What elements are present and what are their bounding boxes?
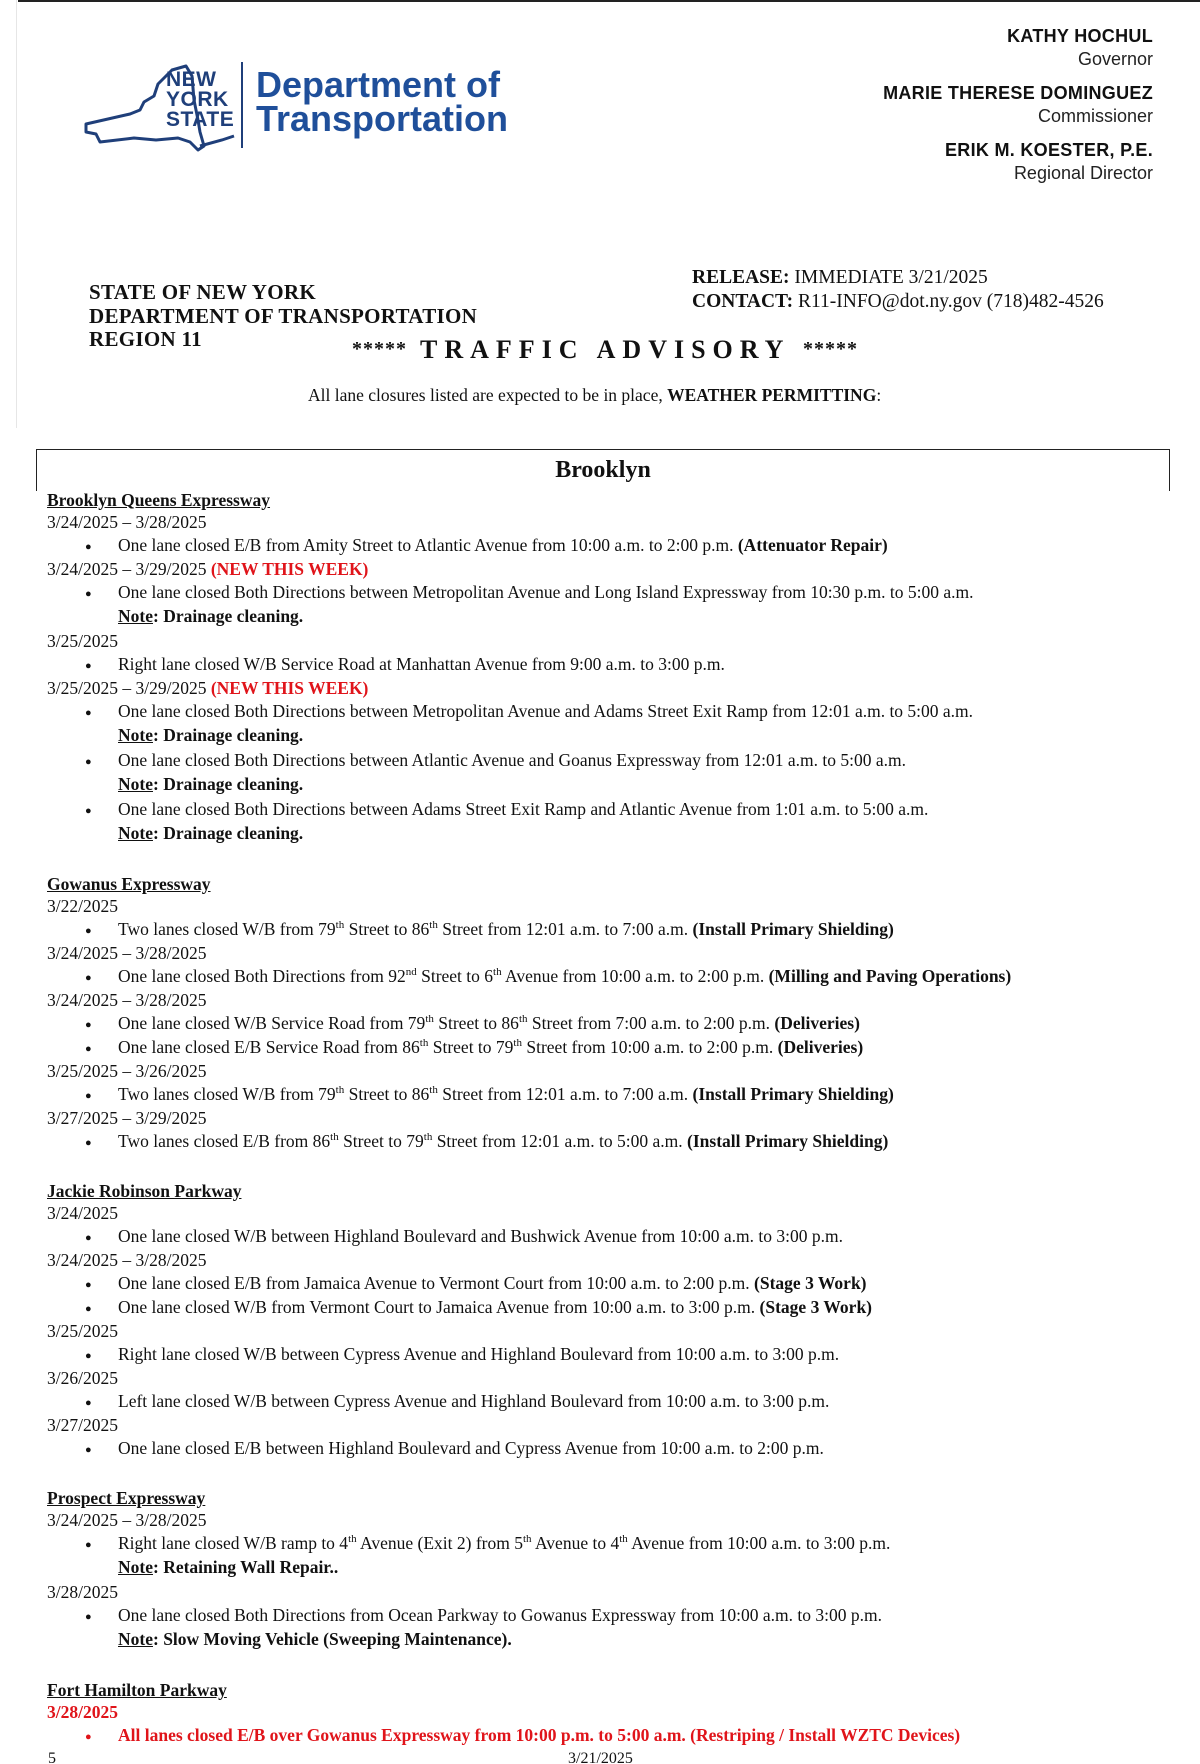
- closure-item: [47, 918, 1167, 942]
- closure-date-text: 3/24/2025 – 3/28/2025: [47, 990, 207, 1010]
- closure-date: [47, 1202, 1167, 1225]
- closure-reason: (Milling and Paving Operations): [768, 966, 1012, 986]
- section-spacer: [47, 1461, 1167, 1487]
- closure-text: One lane closed Both Directions between Atlantic Avenue and Goanus Expressway from 12:01 a.m. to 5:00 a.m.: [118, 750, 906, 770]
- bullet-icon: ●: [85, 1611, 92, 1623]
- bullet-icon: ●: [85, 1397, 92, 1409]
- closure-reason: (Install Primary Shielding): [692, 1084, 894, 1104]
- lane-closure-note: [308, 385, 881, 406]
- closure-note: Note: Drainage cleaning.: [118, 774, 304, 794]
- closure-date: [47, 895, 1167, 918]
- closure-date-text: 3/24/2025 – 3/28/2025: [47, 1510, 207, 1530]
- nysdot-logo: [82, 58, 512, 154]
- closure-reason: (Install Primary Shielding): [687, 1131, 889, 1151]
- closure-reason: (Stage 3 Work): [759, 1297, 872, 1317]
- note-label: Note: [118, 606, 153, 626]
- closure-date-text: 3/28/2025: [47, 1702, 118, 1722]
- agency-line: DEPARTMENT OF TRANSPORTATION: [89, 303, 478, 328]
- official-name: ERIK M. KOESTER, P.E.: [944, 140, 1153, 160]
- official-name: MARIE THERESE DOMINGUEZ: [883, 83, 1153, 103]
- section-spacer: [47, 847, 1167, 873]
- closure-item: [47, 700, 1167, 724]
- road-heading: Gowanus Expressway: [47, 874, 211, 894]
- official-title: Governor: [1077, 49, 1153, 69]
- closure-date-text: 3/25/2025 – 3/29/2025: [47, 678, 207, 698]
- logo-word-state: STATE: [166, 108, 235, 131]
- closure-date: [47, 1060, 1167, 1083]
- closure-date-text: 3/22/2025: [47, 896, 118, 916]
- closure-item: [47, 1604, 1167, 1628]
- contact-value: R11-INFO@dot.ny.gov (718)482-4526: [797, 291, 1104, 312]
- advisory-stars-left: *****: [352, 338, 407, 360]
- official-name: KATHY HOCHUL: [1007, 26, 1153, 46]
- closure-note: Note: Drainage cleaning.: [118, 823, 304, 843]
- note-label: Note: [118, 774, 153, 794]
- lane-note-end: :: [876, 385, 882, 405]
- closure-text: One lane closed Both Directions from Ocean Parkway to Gowanus Expressway from 10:00 a.m. to 3:00 p.m.: [118, 1605, 883, 1625]
- closure-date: [47, 1509, 1167, 1532]
- official-title: Regional Director: [1013, 163, 1153, 183]
- closure-list: [47, 489, 1167, 1748]
- closure-date: [47, 677, 1167, 700]
- closure-item: [47, 1296, 1167, 1320]
- note-label: Note: [118, 823, 153, 843]
- bullet-icon: ●: [85, 1303, 92, 1315]
- closure-item: [47, 653, 1167, 677]
- closure-reason: (Stage 3 Work): [754, 1273, 867, 1293]
- closure-text: One lane closed E/B from Amity Street to Atlantic Avenue from 10:00 a.m. to 2:00 p.m.: [118, 535, 734, 555]
- note-text: Drainage cleaning.: [163, 606, 304, 626]
- advisory-title: [352, 335, 858, 365]
- closure-date: [47, 1581, 1167, 1604]
- footer-date: 3/21/2025: [568, 1752, 633, 1764]
- closure-item: [47, 1225, 1167, 1249]
- closure-date: [47, 1249, 1167, 1272]
- closure-date: [47, 630, 1167, 653]
- official-title: Commissioner: [1037, 106, 1153, 126]
- release-label: RELEASE:: [692, 267, 790, 288]
- bullet-icon: ●: [85, 972, 92, 984]
- page-footer: [0, 1752, 1200, 1764]
- closure-text: Two lanes closed W/B from 79th Street to 86th Street from 12:01 a.m. to 7:00 a.m.: [118, 1084, 689, 1104]
- logo-word-york: YORK: [166, 88, 229, 111]
- closure-item: [47, 1083, 1167, 1107]
- release-value: IMMEDIATE 3/21/2025: [794, 267, 988, 288]
- closure-date: [47, 1107, 1167, 1130]
- bullet-icon: ●: [85, 660, 92, 672]
- road-heading: Brooklyn Queens Expressway: [47, 490, 271, 510]
- note-text: Retaining Wall Repair..: [163, 1557, 339, 1577]
- logo-divider: [241, 62, 243, 148]
- closure-date-text: 3/26/2025: [47, 1368, 118, 1388]
- bullet-icon: ●: [85, 1350, 92, 1362]
- closure-reason: (Attenuator Repair): [737, 535, 888, 555]
- contact-label: CONTACT:: [692, 291, 794, 312]
- closure-text: Left lane closed W/B between Cypress Avenue and Highland Boulevard from 10:00 a.m. to 3:00 p.m.: [118, 1391, 830, 1411]
- closure-text: One lane closed Both Directions between Metropolitan Avenue and Long Island Expressway from 10:30 p.m. to 5:00 a.m.: [118, 582, 974, 602]
- closure-item: [47, 1532, 1167, 1556]
- closure-text: One lane closed W/B from Vermont Court to Jamaica Avenue from 10:00 a.m. to 3:00 p.m.: [118, 1297, 756, 1317]
- bullet-icon: ●: [85, 1043, 92, 1055]
- note-text: Slow Moving Vehicle (Sweeping Maintenance).: [163, 1629, 512, 1649]
- closure-date: [47, 558, 1167, 581]
- agency-line: REGION 11: [89, 327, 202, 351]
- closure-item: [47, 1012, 1167, 1036]
- closure-item: [47, 749, 1167, 773]
- bullet-icon: ●: [85, 707, 92, 719]
- bullet-icon: ●: [85, 1279, 92, 1291]
- advisory-text: TRAFFIC ADVISORY: [420, 335, 790, 364]
- closure-note: Note: Drainage cleaning.: [118, 606, 304, 626]
- closure-date-text: 3/24/2025 – 3/28/2025: [47, 1250, 207, 1270]
- closure-item: [47, 1272, 1167, 1296]
- note-text: Drainage cleaning.: [163, 823, 304, 843]
- closure-date: [47, 1320, 1167, 1343]
- advisory-stars-right: *****: [802, 338, 858, 360]
- lane-note-bold: WEATHER PERMITTING: [667, 385, 877, 405]
- closure-text: One lane closed E/B from Jamaica Avenue to Vermont Court from 10:00 a.m. to 2:00 p.m.: [118, 1273, 750, 1293]
- lane-note-text: All lane closures listed are expected to be in place,: [308, 385, 663, 405]
- closure-note: Note: Retaining Wall Repair..: [118, 1557, 339, 1577]
- closure-date-text: 3/27/2025: [47, 1415, 118, 1435]
- closure-date: [47, 942, 1167, 965]
- closure-reason: (Deliveries): [774, 1013, 860, 1033]
- closure-text: Two lanes closed E/B from 86th Street to 79th Street from 12:01 a.m. to 5:00 a.m.: [118, 1131, 683, 1151]
- new-this-week-badge: (NEW THIS WEEK): [210, 559, 369, 579]
- left-border: [16, 0, 17, 428]
- closure-item: [47, 1036, 1167, 1060]
- closure-date: [47, 1414, 1167, 1437]
- closure-text: Right lane closed W/B ramp to 4th Avenue (Exit 2) from 5th Avenue to 4th Avenue from 10:00 a.m. to 3:00 p.m.: [118, 1533, 891, 1553]
- closure-date: [47, 1367, 1167, 1390]
- closure-text: All lanes closed E/B over Gowanus Expressway from 10:00 p.m. to 5:00 a.m. (Restriping / Install WZTC Devices): [118, 1725, 961, 1745]
- bullet-icon: ●: [85, 925, 92, 937]
- agency-line: STATE OF NEW YORK: [89, 280, 316, 304]
- logo-word-new: NEW: [166, 68, 217, 91]
- closure-date-text: 3/27/2025 – 3/29/2025: [47, 1108, 207, 1128]
- closure-date-text: 3/24/2025 – 3/28/2025: [47, 512, 207, 532]
- closure-item: [47, 1724, 1167, 1748]
- closure-text: One lane closed Both Directions from 92nd Street to 6th Avenue from 10:00 a.m. to 2:00 p.m.: [118, 966, 765, 986]
- road-heading: Prospect Expressway: [47, 1488, 206, 1508]
- closure-item: [47, 1437, 1167, 1461]
- closure-item: [47, 798, 1167, 822]
- section-spacer: [47, 1154, 1167, 1180]
- officials-list: [733, 24, 1153, 195]
- logo-dept-line1: Department of: [256, 64, 501, 105]
- closure-text: One lane closed W/B Service Road from 79th Street to 86th Street from 7:00 a.m. to 2:00 p.m.: [118, 1013, 771, 1033]
- bullet-icon: ●: [85, 1019, 92, 1031]
- bullet-icon: ●: [85, 805, 92, 817]
- closure-note: Note: Slow Moving Vehicle (Sweeping Maintenance).: [118, 1629, 512, 1649]
- footer-page-number: 5: [48, 1752, 56, 1764]
- closure-reason: (Install Primary Shielding): [692, 919, 894, 939]
- closure-date: [47, 1701, 1167, 1724]
- closure-date-text: 3/28/2025: [47, 1582, 118, 1602]
- closure-text: One lane closed Both Directions between Adams Street Exit Ramp and Atlantic Avenue from 1:01 a.m. to 5:00 a.m.: [118, 799, 929, 819]
- closure-date-text: 3/24/2025 – 3/28/2025: [47, 943, 207, 963]
- closure-date-text: 3/24/2025: [47, 1203, 118, 1223]
- closure-item: [47, 1343, 1167, 1367]
- bullet-icon: ●: [85, 1232, 92, 1244]
- note-label: Note: [118, 1557, 153, 1577]
- closure-date-text: 3/25/2025: [47, 1321, 118, 1341]
- bullet-icon: ●: [85, 1090, 92, 1102]
- logo-dept-line2: Transportation: [256, 98, 509, 139]
- note-label: Note: [118, 1629, 153, 1649]
- closure-date-text: 3/25/2025: [47, 631, 118, 651]
- closure-item: [47, 1130, 1167, 1154]
- closure-item: [47, 581, 1167, 605]
- closure-text: Right lane closed W/B Service Road at Manhattan Avenue from 9:00 a.m. to 3:00 p.m.: [118, 654, 725, 674]
- closure-reason: (Deliveries): [777, 1037, 864, 1057]
- region-box: [36, 449, 1170, 491]
- top-border: [18, 0, 1200, 2]
- bullet-icon: ●: [85, 541, 92, 553]
- bullet-icon: ●: [85, 1137, 92, 1149]
- bullet-icon: ●: [85, 1539, 92, 1551]
- bullet-icon: ●: [85, 1731, 92, 1743]
- closure-text: One lane closed W/B between Highland Boulevard and Bushwick Avenue from 10:00 a.m. to 3:00 p.m.: [118, 1226, 843, 1246]
- closure-date-text: 3/24/2025 – 3/29/2025: [47, 559, 207, 579]
- road-heading: Jackie Robinson Parkway: [47, 1181, 242, 1201]
- note-label: Note: [118, 725, 153, 745]
- closure-text: Two lanes closed W/B from 79th Street to 86th Street from 12:01 a.m. to 7:00 a.m.: [118, 919, 689, 939]
- note-text: Drainage cleaning.: [163, 774, 304, 794]
- closure-item: [47, 534, 1167, 558]
- bullet-icon: ●: [85, 588, 92, 600]
- note-text: Drainage cleaning.: [163, 725, 304, 745]
- closure-date-text: 3/25/2025 – 3/26/2025: [47, 1061, 207, 1081]
- closure-date: [47, 989, 1167, 1012]
- closure-text: One lane closed Both Directions between Metropolitan Avenue and Adams Street Exit Ramp from 12:01 a.m. to 5:00 a.m.: [118, 701, 974, 721]
- closure-item: [47, 965, 1167, 989]
- new-this-week-badge: (NEW THIS WEEK): [210, 678, 369, 698]
- release-block: [692, 266, 1104, 314]
- closure-text: One lane closed E/B between Highland Boulevard and Cypress Avenue from 10:00 a.m. to 2:00 p.m.: [118, 1438, 824, 1458]
- region-heading: Brooklyn: [555, 457, 651, 483]
- road-heading: Fort Hamilton Parkway: [47, 1680, 227, 1700]
- closure-text: Right lane closed W/B between Cypress Avenue and Highland Boulevard from 10:00 a.m. to 3:00 p.m.: [118, 1344, 840, 1364]
- section-spacer: [47, 1653, 1167, 1679]
- closure-text: One lane closed E/B Service Road from 86th Street to 79th Street from 10:00 a.m. to 2:00 p.m.: [118, 1037, 774, 1057]
- closure-date: [47, 511, 1167, 534]
- bullet-icon: ●: [85, 1444, 92, 1456]
- closure-item: [47, 1390, 1167, 1414]
- bullet-icon: ●: [85, 756, 92, 768]
- closure-note: Note: Drainage cleaning.: [118, 725, 304, 745]
